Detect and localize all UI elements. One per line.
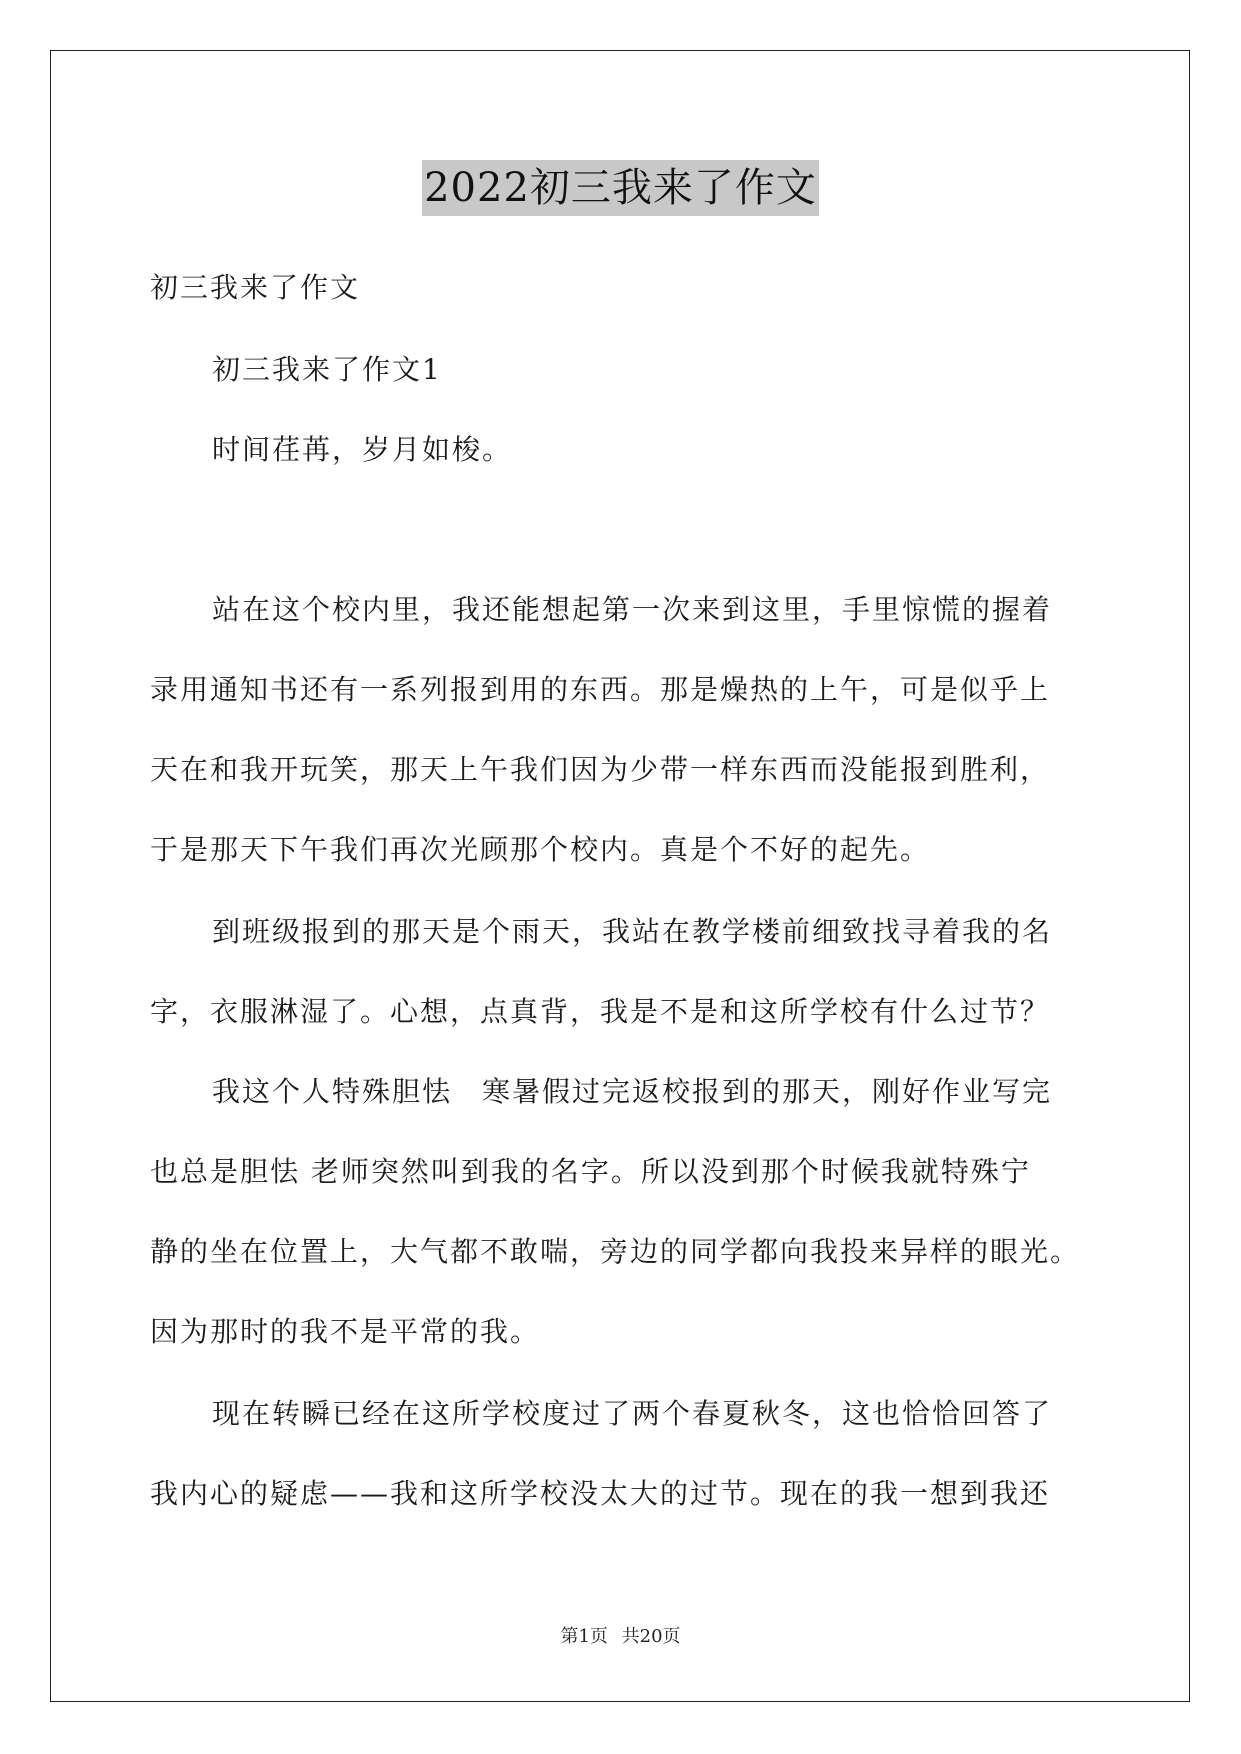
paragraph-line: 我内心的疑虑——我和这所学校没太大的过节。现在的我一想到我还 [150, 1477, 1051, 1510]
paragraph-line: 于是那天下午我们再次光顾那个校内。真是个不好的起先。 [150, 833, 931, 866]
document-title [0, 160, 1241, 216]
page-footer [0, 1625, 1241, 1649]
page-total: 共20页 [621, 1626, 681, 1647]
paragraph-line: 因为那时的我不是平常的我。 [150, 1315, 541, 1348]
paragraph-line: 我这个人特殊胆怯 寒暑假过完返校报到的那天，刚好作业写完 [212, 1075, 1053, 1108]
paragraph-line: 静的坐在位置上，大气都不敢喘，旁边的同学都向我投来异样的眼光。 [150, 1235, 1081, 1268]
paragraph-line: 到班级报到的那天是个雨天，我站在教学楼前细致找寻着我的名 [212, 915, 1053, 948]
section-heading: 初三我来了作文1 [212, 353, 442, 386]
paragraph-line: 现在转瞬已经在这所学校度过了两个春夏秋冬，这也恰恰回答了 [212, 1397, 1053, 1430]
paragraph-line: 时间荏苒，岁月如梭。 [212, 433, 513, 466]
paragraph-line: 录用通知书还有一系列报到用的东西。那是燥热的上午，可是似乎上 [150, 673, 1051, 706]
paragraph-line: 也总是胆怯 老师突然叫到我的名字。所以没到那个时候我就特殊宁 [150, 1155, 1031, 1188]
document-title-text: 2022初三我来了作文 [422, 160, 819, 216]
paragraph-line: 字，衣服淋湿了。心想，点真背，我是不是和这所学校有什么过节？ [150, 995, 1051, 1028]
paragraph-line: 天在和我开玩笑，那天上午我们因为少带一样东西而没能报到胜利， [150, 753, 1051, 786]
paragraph-line: 站在这个校内里，我还能想起第一次来到这里，手里惊慌的握着 [212, 593, 1053, 626]
document-subtitle: 初三我来了作文 [150, 271, 361, 304]
page-number: 第1页 [560, 1626, 608, 1647]
